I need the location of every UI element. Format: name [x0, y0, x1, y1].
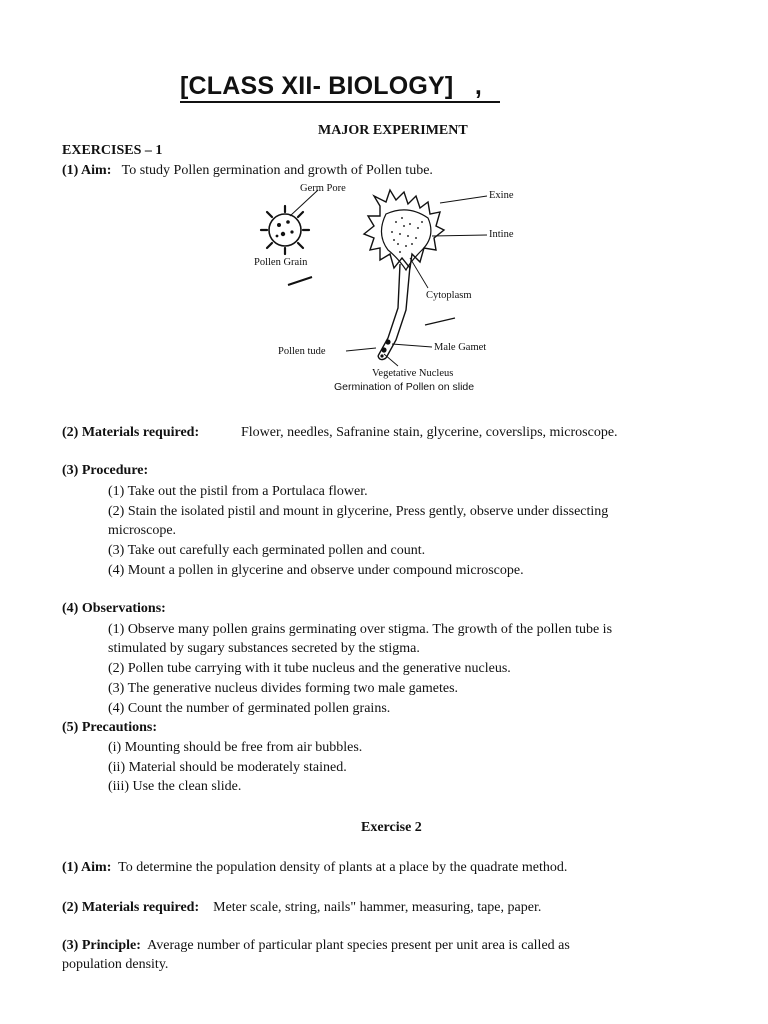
ex2-aim-label: (1) Aim:: [62, 860, 112, 875]
ex1-aim-label: (1) Aim:: [62, 163, 112, 178]
major-experiment-heading: MAJOR EXPERIMENT: [318, 123, 468, 138]
observation-item: (4) Count the number of germinated pollen grains.: [108, 701, 391, 716]
ex2-principle-text-cont: population density.: [62, 957, 169, 972]
procedure-step: (1) Take out the pistil from a Portulaca flower.: [108, 484, 368, 499]
ex1-procedure-label: (3) Procedure:: [62, 463, 149, 478]
germinating-pollen-illustration: [364, 190, 455, 360]
ex2-materials-text: Meter scale, string, nails" hammer, measuring, tape, paper.: [213, 900, 542, 915]
ex2-principle: [62, 938, 570, 954]
procedure-step: (2) Stain the isolated pistil and mount in glycerine, Press gently, observe under dissecting: [108, 504, 609, 519]
label-pollen-tube: Pollen tude: [278, 346, 326, 357]
observation-item: (3) The generative nucleus divides forming two male gametes.: [108, 681, 459, 696]
precaution-item: (ii) Material should be moderately stained.: [108, 760, 347, 775]
ex2-materials-label: (2) Materials required:: [62, 900, 200, 915]
procedure-step: (4) Mount a pollen in glycerine and observe under compound microscope.: [108, 563, 524, 578]
precaution-item: (i) Mounting should be free from air bubbles.: [108, 740, 363, 755]
label-germ-pore: Germ Pore: [300, 183, 346, 194]
label-exine: Exine: [489, 190, 514, 201]
label-cytoplasm: Cytoplasm: [426, 290, 472, 301]
label-intine: Intine: [489, 229, 514, 240]
precaution-item: (iii) Use the clean slide.: [108, 779, 242, 794]
ex1-aim: [62, 163, 433, 179]
pollen-grain-illustration: [261, 190, 318, 285]
procedure-step: (3) Take out carefully each germinated pollen and count.: [108, 543, 426, 558]
procedure-step: microscope.: [108, 523, 177, 538]
label-vegetative-nucleus: Vegetative Nucleus: [372, 368, 454, 379]
diagram-caption: Germination of Pollen on slide: [334, 381, 475, 393]
label-pollen-grain: Pollen Grain: [254, 257, 308, 268]
label-male-gamet: Male Gamet: [434, 342, 487, 353]
ex1-materials-label: (2) Materials required:: [62, 425, 200, 440]
ex1-materials: [62, 425, 199, 441]
ex2-principle-label: (3) Principle:: [62, 938, 141, 953]
observation-item: stimulated by sugary substances secreted by the stigma.: [108, 641, 420, 656]
ex1-aim-text: To study Pollen germination and growth of Pollen tube.: [121, 163, 433, 178]
page-title: [CLASS XII- BIOLOGY] ,: [180, 72, 483, 100]
ex1-precautions-label: (5) Precautions:: [62, 720, 157, 735]
observation-item: (2) Pollen tube carrying with it tube nucleus and the generative nucleus.: [108, 661, 511, 676]
pollen-germination-diagram: [250, 178, 570, 398]
ex2-aim: [62, 860, 567, 876]
ex1-materials-text: Flower, needles, Safranine stain, glycerine, coverslips, microscope.: [241, 425, 618, 440]
ex1-observations-label: (4) Observations:: [62, 601, 166, 616]
title-underline: [180, 101, 500, 103]
observation-item: (1) Observe many pollen grains germinating over stigma. The growth of the pollen tube is: [108, 622, 613, 637]
exercise-2-heading: Exercise 2: [361, 820, 422, 835]
ex2-materials: [62, 900, 541, 916]
ex2-principle-text: Average number of particular plant species present per unit area is called as: [147, 938, 570, 953]
ex2-aim-text: To determine the population density of plants at a place by the quadrate method.: [118, 860, 568, 875]
exercise-1-heading: EXERCISES – 1: [62, 143, 163, 158]
